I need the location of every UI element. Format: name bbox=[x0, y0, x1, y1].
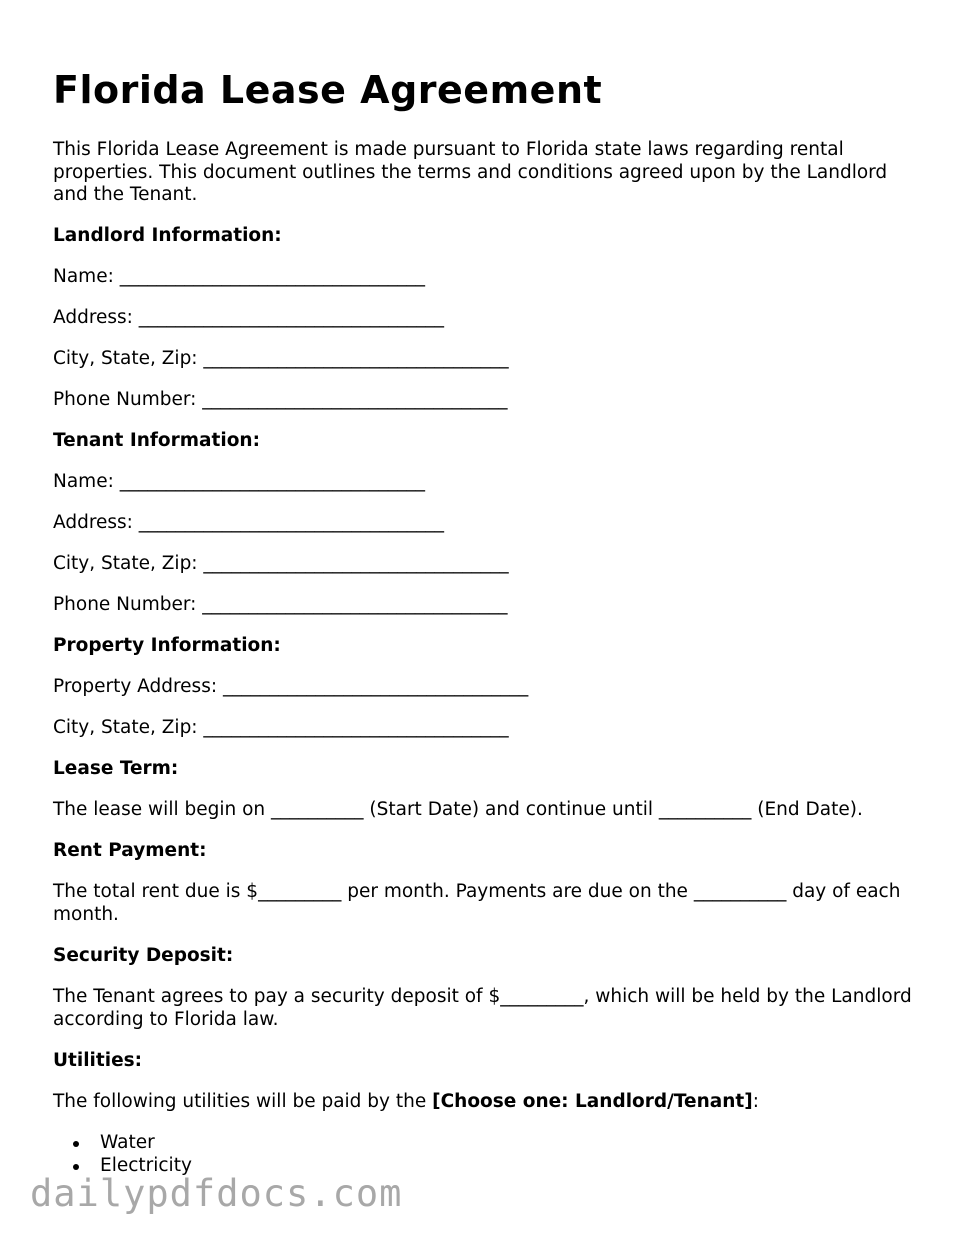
watermark: dailypdfdocs.com bbox=[30, 1172, 403, 1215]
property-address-field[interactable]: Property Address: _________________________________ bbox=[53, 676, 529, 697]
intro-paragraph: This Florida Lease Agreement is made pursuant to Florida state laws regarding rental properties. This document outlines the terms and conditions agreed upon by the Landlord and the Tenant. bbox=[53, 139, 888, 205]
deposit-text[interactable]: The Tenant agrees to pay a security deposit of $_________, which will be held by the Landlord according to Florida law. bbox=[53, 986, 912, 1030]
rent-text[interactable]: The total rent due is $_________ per month. Payments are due on the __________ day of each month. bbox=[53, 881, 901, 925]
landlord-heading: Landlord Information: bbox=[53, 225, 282, 246]
tenant-address-field[interactable]: Address: _________________________________ bbox=[53, 512, 445, 533]
landlord-phone-field[interactable]: Phone Number: _________________________________ bbox=[53, 389, 508, 410]
landlord-name-field[interactable]: Name: _________________________________ bbox=[53, 266, 425, 287]
utilities-text-after: : bbox=[752, 1091, 759, 1112]
utilities-choice[interactable]: [Choose one: Landlord/Tenant] bbox=[432, 1091, 753, 1112]
utilities-text-before: The following utilities will be paid by the bbox=[53, 1091, 433, 1112]
landlord-city-field[interactable]: City, State, Zip: _________________________________ bbox=[53, 348, 509, 369]
utilities-text bbox=[53, 1091, 759, 1114]
utilities-heading: Utilities: bbox=[53, 1050, 143, 1071]
rent-heading: Rent Payment: bbox=[53, 840, 207, 861]
utilities-list bbox=[53, 1132, 192, 1177]
property-heading: Property Information: bbox=[53, 635, 281, 656]
landlord-address-field[interactable]: Address: _________________________________ bbox=[53, 307, 445, 328]
lease-term-text[interactable]: The lease will begin on __________ (Start Date) and continue until __________ (End Date). bbox=[53, 799, 863, 820]
deposit-heading: Security Deposit: bbox=[53, 945, 234, 966]
list-item: Water bbox=[100, 1132, 192, 1155]
tenant-heading: Tenant Information: bbox=[53, 430, 260, 451]
lease-term-heading: Lease Term: bbox=[53, 758, 179, 779]
list-item: Electricity bbox=[100, 1154, 192, 1176]
tenant-city-field[interactable]: City, State, Zip: _________________________________ bbox=[53, 553, 509, 574]
tenant-phone-field[interactable]: Phone Number: _________________________________ bbox=[53, 594, 508, 615]
document-title: Florida Lease Agreement bbox=[53, 68, 603, 112]
tenant-name-field[interactable]: Name: _________________________________ bbox=[53, 471, 425, 492]
property-city-field[interactable]: City, State, Zip: _________________________________ bbox=[53, 717, 509, 738]
